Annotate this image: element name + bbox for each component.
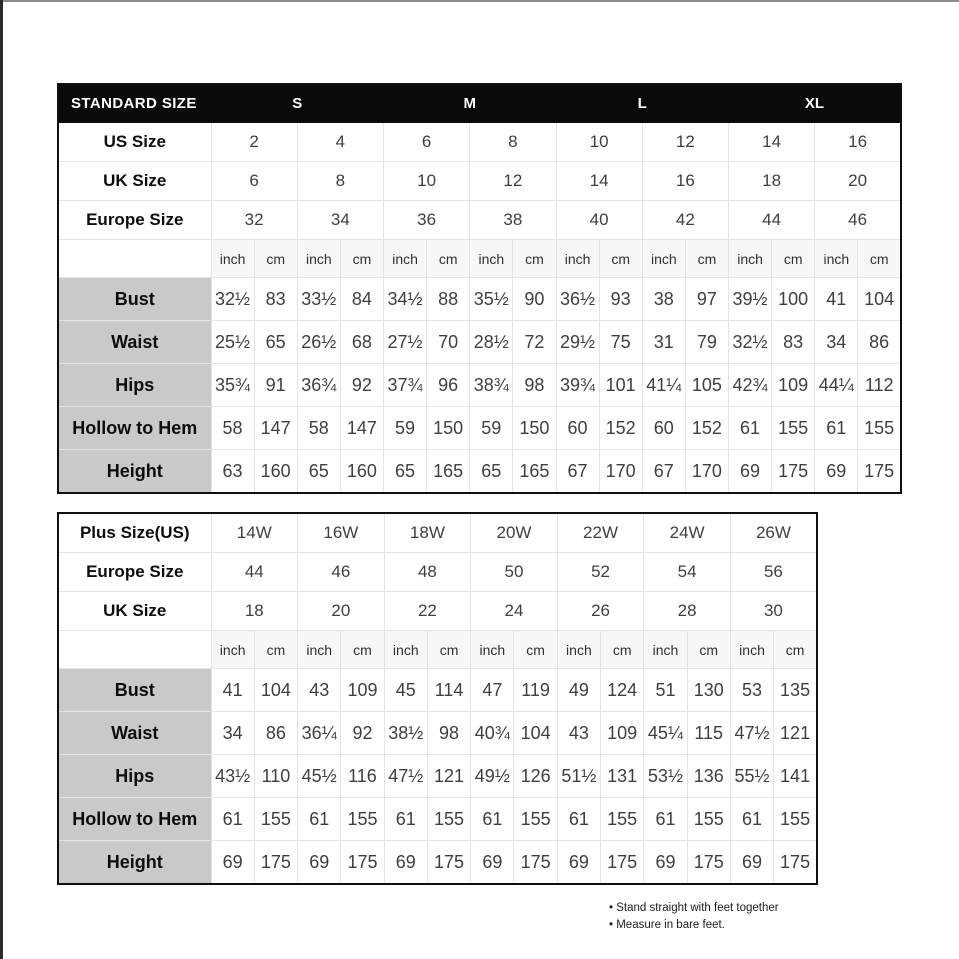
measurement-value-cell: 60 [642,407,685,450]
measurement-value-cell: 45¼ [644,712,687,755]
measurement-value-cell: 160 [254,450,297,494]
size-value-cell: 18 [211,592,298,631]
measurement-value-cell: 83 [772,321,815,364]
unit-cm-cell: cm [513,240,556,278]
measurement-value-cell: 45 [384,669,427,712]
measurement-value-cell: 29½ [556,321,599,364]
measurement-value-cell: 27½ [384,321,427,364]
unit-inch-cell: inch [557,631,600,669]
size-value-cell: 14 [729,123,815,162]
unit-inch-cell: inch [642,240,685,278]
measurement-value-cell: 109 [772,364,815,407]
measurement-value-cell: 61 [729,407,772,450]
measurement-value-cell: 98 [427,712,470,755]
row-label: Plus Size(US) [58,513,211,553]
measurement-value-cell: 36¾ [297,364,340,407]
measurement-value-cell: 114 [427,669,470,712]
measurement-value-cell: 38½ [384,712,427,755]
measurement-value-cell: 93 [599,278,642,321]
measurement-value-cell: 155 [427,798,470,841]
measurement-value-cell: 47½ [384,755,427,798]
unit-inch-cell: inch [298,631,341,669]
measurement-value-cell: 34½ [384,278,427,321]
empty-label-cell [58,631,211,669]
size-value-cell: 20 [815,162,901,201]
measurement-value-cell: 39½ [729,278,772,321]
measurement-value-cell: 109 [341,669,384,712]
measurement-value-cell: 69 [644,841,687,885]
measurement-value-cell: 155 [514,798,557,841]
unit-cm-cell: cm [340,240,383,278]
measurement-value-cell: 37¾ [384,364,427,407]
size-value-cell: 34 [297,201,383,240]
row-label: US Size [58,123,211,162]
size-value-cell: 44 [729,201,815,240]
size-value-cell: 16 [642,162,728,201]
measurement-value-cell: 165 [427,450,470,494]
measurement-value-cell: 49 [557,669,600,712]
size-value-cell: 20 [298,592,385,631]
measurement-value-cell: 121 [427,755,470,798]
measurement-value-cell: 86 [254,712,297,755]
measurement-value-cell: 44¼ [815,364,858,407]
note-bare-feet: • Measure in bare feet. [609,919,725,931]
size-value-cell: 28 [644,592,731,631]
size-value-cell: 46 [298,553,385,592]
unit-cm-cell: cm [601,631,644,669]
measurement-value-cell: 175 [254,841,297,885]
measurement-value-cell: 69 [815,450,858,494]
standard-size-table [57,83,902,494]
measurement-value-cell: 136 [687,755,730,798]
measurement-value-cell: 69 [211,841,254,885]
measurement-value-cell: 147 [254,407,297,450]
size-value-cell: 38 [470,201,556,240]
measurement-value-cell: 91 [254,364,297,407]
measurement-value-cell: 51½ [557,755,600,798]
measurement-value-cell: 47 [471,669,514,712]
measurement-value-cell: 65 [297,450,340,494]
unit-inch-cell: inch [384,631,427,669]
measurement-value-cell: 61 [298,798,341,841]
measurement-value-cell: 110 [254,755,297,798]
measurement-value-cell: 155 [858,407,901,450]
measurement-value-cell: 59 [384,407,427,450]
measurement-value-cell: 69 [730,841,773,885]
unit-cm-cell: cm [687,631,730,669]
size-group-header: L [556,84,729,123]
measurement-value-cell: 155 [774,798,817,841]
row-label: Bust [58,669,211,712]
measurement-value-cell: 69 [298,841,341,885]
size-value-cell: 24 [471,592,558,631]
unit-cm-cell: cm [254,631,297,669]
measurement-value-cell: 175 [774,841,817,885]
measurement-value-cell: 175 [427,841,470,885]
measurement-value-cell: 72 [513,321,556,364]
size-value-cell: 42 [642,201,728,240]
size-value-cell: 8 [470,123,556,162]
measurement-value-cell: 58 [211,407,254,450]
measurement-value-cell: 170 [685,450,728,494]
measurement-value-cell: 124 [601,669,644,712]
measurement-value-cell: 92 [341,712,384,755]
size-value-cell: 14 [556,162,642,201]
measurement-value-cell: 175 [601,841,644,885]
measurement-value-cell: 147 [340,407,383,450]
measurement-value-cell: 155 [601,798,644,841]
measurement-value-cell: 155 [341,798,384,841]
size-value-cell: 10 [384,162,470,201]
size-value-cell: 44 [211,553,298,592]
size-value-cell: 52 [557,553,644,592]
measurement-value-cell: 38 [642,278,685,321]
measurement-value-cell: 61 [384,798,427,841]
measurement-value-cell: 175 [514,841,557,885]
measurement-value-cell: 175 [341,841,384,885]
measurement-value-cell: 39¾ [556,364,599,407]
size-value-cell: 24W [644,513,731,553]
measurement-value-cell: 65 [470,450,513,494]
measurement-value-cell: 61 [211,798,254,841]
measurement-value-cell: 35½ [470,278,513,321]
plus-size-table [57,512,818,885]
size-group-header: S [211,84,384,123]
row-label: Waist [58,321,211,364]
unit-cm-cell: cm [774,631,817,669]
measurement-value-cell: 61 [815,407,858,450]
measurement-value-cell: 65 [384,450,427,494]
size-value-cell: 22W [557,513,644,553]
size-value-cell: 16W [298,513,385,553]
measurement-value-cell: 104 [254,669,297,712]
note-stand-straight: • Stand straight with feet together [609,902,779,914]
measurement-value-cell: 97 [685,278,728,321]
size-value-cell: 6 [211,162,297,201]
measurement-value-cell: 116 [341,755,384,798]
measurement-value-cell: 25½ [211,321,254,364]
measurement-value-cell: 104 [514,712,557,755]
measurement-value-cell: 152 [685,407,728,450]
row-label: UK Size [58,592,211,631]
measurement-value-cell: 101 [599,364,642,407]
measurement-value-cell: 96 [427,364,470,407]
row-label: UK Size [58,162,211,201]
unit-inch-cell: inch [471,631,514,669]
measurement-value-cell: 42¾ [729,364,772,407]
measurement-value-cell: 61 [557,798,600,841]
size-value-cell: 50 [471,553,558,592]
measurement-value-cell: 100 [772,278,815,321]
measurement-value-cell: 60 [556,407,599,450]
measurement-value-cell: 141 [774,755,817,798]
size-value-cell: 12 [470,162,556,201]
size-value-cell: 2 [211,123,297,162]
row-label: Hips [58,364,211,407]
measurement-value-cell: 152 [599,407,642,450]
unit-cm-cell: cm [341,631,384,669]
measurement-value-cell: 150 [427,407,470,450]
measurement-value-cell: 79 [685,321,728,364]
measurement-value-cell: 41 [815,278,858,321]
measurement-value-cell: 53 [730,669,773,712]
measurement-value-cell: 26½ [297,321,340,364]
measurement-value-cell: 83 [254,278,297,321]
measurement-value-cell: 155 [254,798,297,841]
measurement-value-cell: 88 [427,278,470,321]
size-group-header: M [384,84,557,123]
measurement-value-cell: 47½ [730,712,773,755]
measurement-value-cell: 67 [556,450,599,494]
size-value-cell: 8 [297,162,383,201]
unit-cm-cell: cm [772,240,815,278]
measurement-value-cell: 49½ [471,755,514,798]
row-label: Europe Size [58,553,211,592]
measurement-value-cell: 175 [858,450,901,494]
measurement-value-cell: 130 [687,669,730,712]
unit-cm-cell: cm [427,240,470,278]
measurement-value-cell: 69 [729,450,772,494]
measurement-value-cell: 28½ [470,321,513,364]
measurement-value-cell: 33½ [297,278,340,321]
unit-cm-cell: cm [599,240,642,278]
row-label: Waist [58,712,211,755]
measurement-notes [609,900,779,934]
measurement-value-cell: 34 [815,321,858,364]
measurement-value-cell: 32½ [211,278,254,321]
size-value-cell: 22 [384,592,471,631]
unit-cm-cell: cm [514,631,557,669]
measurement-value-cell: 135 [774,669,817,712]
measurement-value-cell: 40¾ [471,712,514,755]
unit-inch-cell: inch [556,240,599,278]
size-value-cell: 14W [211,513,298,553]
measurement-value-cell: 75 [599,321,642,364]
measurement-value-cell: 86 [858,321,901,364]
measurement-value-cell: 43½ [211,755,254,798]
size-value-cell: 10 [556,123,642,162]
measurement-value-cell: 104 [858,278,901,321]
row-label: Hollow to Hem [58,798,211,841]
unit-inch-cell: inch [729,240,772,278]
unit-cm-cell: cm [685,240,728,278]
measurement-value-cell: 150 [513,407,556,450]
measurement-value-cell: 112 [858,364,901,407]
measurement-value-cell: 43 [557,712,600,755]
size-value-cell: 12 [642,123,728,162]
measurement-value-cell: 115 [687,712,730,755]
size-value-cell: 6 [384,123,470,162]
measurement-value-cell: 90 [513,278,556,321]
measurement-value-cell: 41 [211,669,254,712]
size-value-cell: 46 [815,201,901,240]
measurement-value-cell: 92 [340,364,383,407]
size-value-cell: 4 [297,123,383,162]
measurement-value-cell: 69 [557,841,600,885]
measurement-value-cell: 35¾ [211,364,254,407]
size-value-cell: 26W [730,513,817,553]
measurement-value-cell: 32½ [729,321,772,364]
unit-inch-cell: inch [211,631,254,669]
size-value-cell: 16 [815,123,901,162]
measurement-value-cell: 98 [513,364,556,407]
measurement-value-cell: 175 [687,841,730,885]
measurement-value-cell: 69 [471,841,514,885]
measurement-value-cell: 53½ [644,755,687,798]
measurement-value-cell: 31 [642,321,685,364]
measurement-value-cell: 155 [687,798,730,841]
measurement-value-cell: 34 [211,712,254,755]
measurement-value-cell: 67 [642,450,685,494]
size-value-cell: 30 [730,592,817,631]
measurement-value-cell: 126 [514,755,557,798]
measurement-value-cell: 131 [601,755,644,798]
size-value-cell: 20W [471,513,558,553]
measurement-value-cell: 59 [470,407,513,450]
measurement-value-cell: 155 [772,407,815,450]
measurement-value-cell: 58 [297,407,340,450]
size-value-cell: 40 [556,201,642,240]
measurement-value-cell: 36½ [556,278,599,321]
measurement-value-cell: 69 [384,841,427,885]
table-title: STANDARD SIZE [58,84,211,123]
measurement-value-cell: 65 [254,321,297,364]
measurement-value-cell: 63 [211,450,254,494]
measurement-value-cell: 121 [774,712,817,755]
measurement-value-cell: 119 [514,669,557,712]
unit-inch-cell: inch [730,631,773,669]
size-value-cell: 54 [644,553,731,592]
row-label: Europe Size [58,201,211,240]
measurement-value-cell: 170 [599,450,642,494]
unit-inch-cell: inch [297,240,340,278]
unit-cm-cell: cm [858,240,901,278]
measurement-value-cell: 55½ [730,755,773,798]
row-label: Bust [58,278,211,321]
size-value-cell: 18W [384,513,471,553]
size-value-cell: 36 [384,201,470,240]
measurement-value-cell: 41¼ [642,364,685,407]
measurement-value-cell: 61 [471,798,514,841]
row-label: Hollow to Hem [58,407,211,450]
measurement-value-cell: 36¼ [298,712,341,755]
unit-cm-cell: cm [254,240,297,278]
measurement-value-cell: 38¾ [470,364,513,407]
image-left-edge [0,0,3,959]
unit-inch-cell: inch [470,240,513,278]
unit-inch-cell: inch [815,240,858,278]
measurement-value-cell: 165 [513,450,556,494]
size-value-cell: 32 [211,201,297,240]
unit-inch-cell: inch [644,631,687,669]
empty-label-cell [58,240,211,278]
image-top-edge [0,0,959,2]
measurement-value-cell: 45½ [298,755,341,798]
size-value-cell: 26 [557,592,644,631]
measurement-value-cell: 61 [730,798,773,841]
size-group-header: XL [729,84,902,123]
unit-inch-cell: inch [384,240,427,278]
row-label: Height [58,841,211,885]
measurement-value-cell: 84 [340,278,383,321]
size-value-cell: 48 [384,553,471,592]
measurement-value-cell: 175 [772,450,815,494]
measurement-value-cell: 43 [298,669,341,712]
measurement-value-cell: 51 [644,669,687,712]
row-label: Hips [58,755,211,798]
measurement-value-cell: 70 [427,321,470,364]
row-label: Height [58,450,211,494]
size-value-cell: 56 [730,553,817,592]
measurement-value-cell: 68 [340,321,383,364]
measurement-value-cell: 109 [601,712,644,755]
unit-inch-cell: inch [211,240,254,278]
size-value-cell: 18 [729,162,815,201]
measurement-value-cell: 105 [685,364,728,407]
unit-cm-cell: cm [427,631,470,669]
measurement-value-cell: 160 [340,450,383,494]
measurement-value-cell: 61 [644,798,687,841]
